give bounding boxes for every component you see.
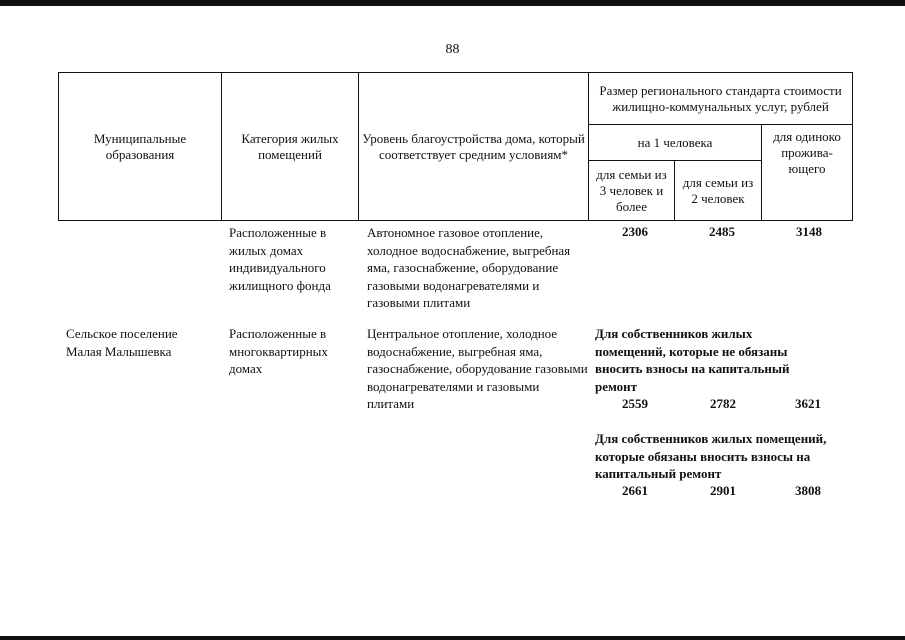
row2-value1-family2: 2782 — [710, 396, 736, 411]
header-family3: для семьи из 3 человек и более — [589, 161, 675, 221]
header-family2: для семьи из 2 человек — [675, 161, 762, 221]
bottom-border — [0, 636, 905, 640]
row2-value2-single: 3808 — [795, 483, 821, 498]
row1-level: Автономное газовое отопление, холодное водоснабжение, выгребная яма, газоснабжение, оборудование газовыми водонагревателями и газовыми плитами — [367, 225, 571, 310]
row2-municipality: Сельское поселение Малая Малышевка — [66, 326, 178, 359]
row1-value-family2: 2485 — [709, 224, 735, 239]
header-single: для одиноко прожива-ющего — [762, 125, 853, 221]
row2-level: Центральное отопление, холодное водоснабжение, выгребная яма, газоснабжение, оборудование газовыми водонагревателями и газовыми плитами — [367, 326, 588, 411]
header-category: Категория жилых помещений — [222, 73, 359, 221]
header-municipality: Муниципальные образования — [59, 73, 222, 221]
row2-note-obliged: Для собственников жилых помещений, которые обязаны вносить взносы на капитальный ремонт — [595, 431, 827, 481]
row2-value2-family3: 2661 — [622, 483, 648, 498]
row1-value-family3: 2306 — [622, 224, 648, 239]
header-per-person: на 1 человека — [589, 125, 762, 161]
row2-value1-family3: 2559 — [622, 396, 648, 411]
row1-value-single: 3148 — [796, 224, 822, 239]
row1-category: Расположенные в жилых домах индивидуального жилищного фонда — [229, 225, 331, 293]
row2-note-not-obliged: Для собственников жилых помещений, которые не обязаны вносить взносы на капитальный ремонт — [595, 326, 790, 394]
header-level: Уровень благоустройства дома, который соответствует средним условиям* — [359, 73, 589, 221]
header-table — [58, 72, 853, 221]
header-standard: Размер регионального стандарта стоимости жилищно-коммунальных услуг, рублей — [589, 73, 853, 125]
page-number: 88 — [445, 42, 460, 57]
row2-value1-single: 3621 — [795, 396, 821, 411]
row2-value2-family2: 2901 — [710, 483, 736, 498]
row2-category: Расположенные в многоквартирных домах — [229, 326, 328, 376]
top-border — [0, 0, 905, 6]
